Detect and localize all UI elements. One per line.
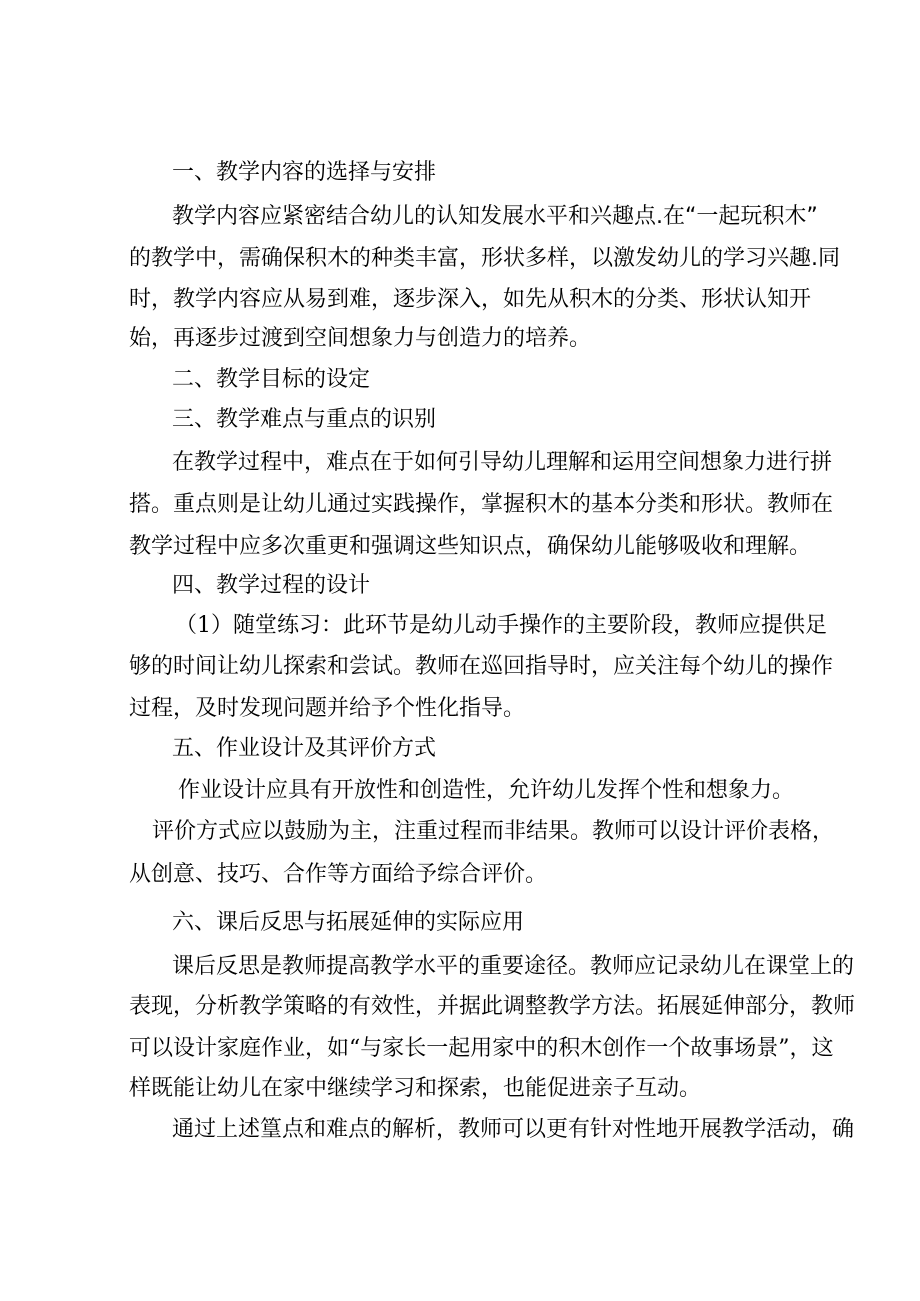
- paragraph-line: 可以设计家庭作业，如“与家长一起用家中的积木创作一个故事场景”，这: [129, 1036, 834, 1061]
- paragraph-line: 搭。重点则是让幼儿通过实践操作，掌握积木的基本分类和形状。教师在: [129, 492, 834, 517]
- paragraph-line: 评价方式应以鼓励为主，注重过程而非结果。教师可以设计评价表格，: [152, 819, 835, 844]
- paragraph-line: 样既能让幼儿在家中继续学习和探索，也能促进亲子互动。: [129, 1076, 702, 1101]
- paragraph-line: 教学过程中应多次重更和强调这些知识点，确保幼儿能够吸收和理解。: [129, 534, 812, 559]
- paragraph-line: 课后反思是教师提高教学水平的重要途径。教师应记录幼儿在课堂上的: [172, 954, 855, 979]
- paragraph-line: 的教学中，需确保积木的种类丰富，形状多样，以激发幼儿的学习兴趣.同: [129, 246, 840, 271]
- paragraph-line: 始，再逐步过渡到空间想象力与创造力的培养。: [129, 326, 592, 351]
- paragraph-line: 表现，分析教学策略的有效性，并据此调整教学方法。拓展延伸部分，教师: [129, 994, 856, 1019]
- paragraph-line: 过程，及时发现问题并给予个性化指导。: [129, 696, 526, 721]
- paragraph-line: 时，教学内容应从易到难，逐步深入，如先从积木的分类、形状认知开: [129, 287, 812, 312]
- heading-6: 六、课后反思与拓展延伸的实际应用: [172, 910, 525, 935]
- paragraph-line: 从创意、技巧、合作等方面给予综合评价。: [129, 862, 548, 887]
- heading-3: 三、教学难点与重点的识别: [172, 407, 437, 432]
- paragraph-line: 通过上述篁点和难点的解析，教师可以更有针对性地开展教学活动，确: [172, 1117, 855, 1142]
- heading-2: 二、教学目标的设定: [172, 367, 371, 392]
- heading-4: 四、教学过程的设计: [172, 573, 371, 598]
- paragraph-line: 作业设计应具有开放性和创造性，允许幼儿发挥个性和想象力。: [178, 778, 795, 803]
- paragraph-line: 教学内容应紧密结合幼儿的认知发展水平和兴趣点.在“一起玩积木”: [172, 204, 818, 229]
- paragraph-line: 在教学过程中，难点在于如何引导幼儿理解和运用空间想象力进行拼: [172, 450, 833, 475]
- paragraph-line: 够的时间让幼儿探索和尝试。教师在巡回指导时，应关注每个幼儿的操作: [129, 654, 834, 679]
- paragraph-line: （1）随堂练习：此环节是幼儿动手操作的主要阶段，教师应提供足: [175, 613, 827, 638]
- heading-1: 一、教学内容的选择与安排: [172, 160, 437, 185]
- heading-5: 五、作业设计及其评价方式: [172, 736, 437, 761]
